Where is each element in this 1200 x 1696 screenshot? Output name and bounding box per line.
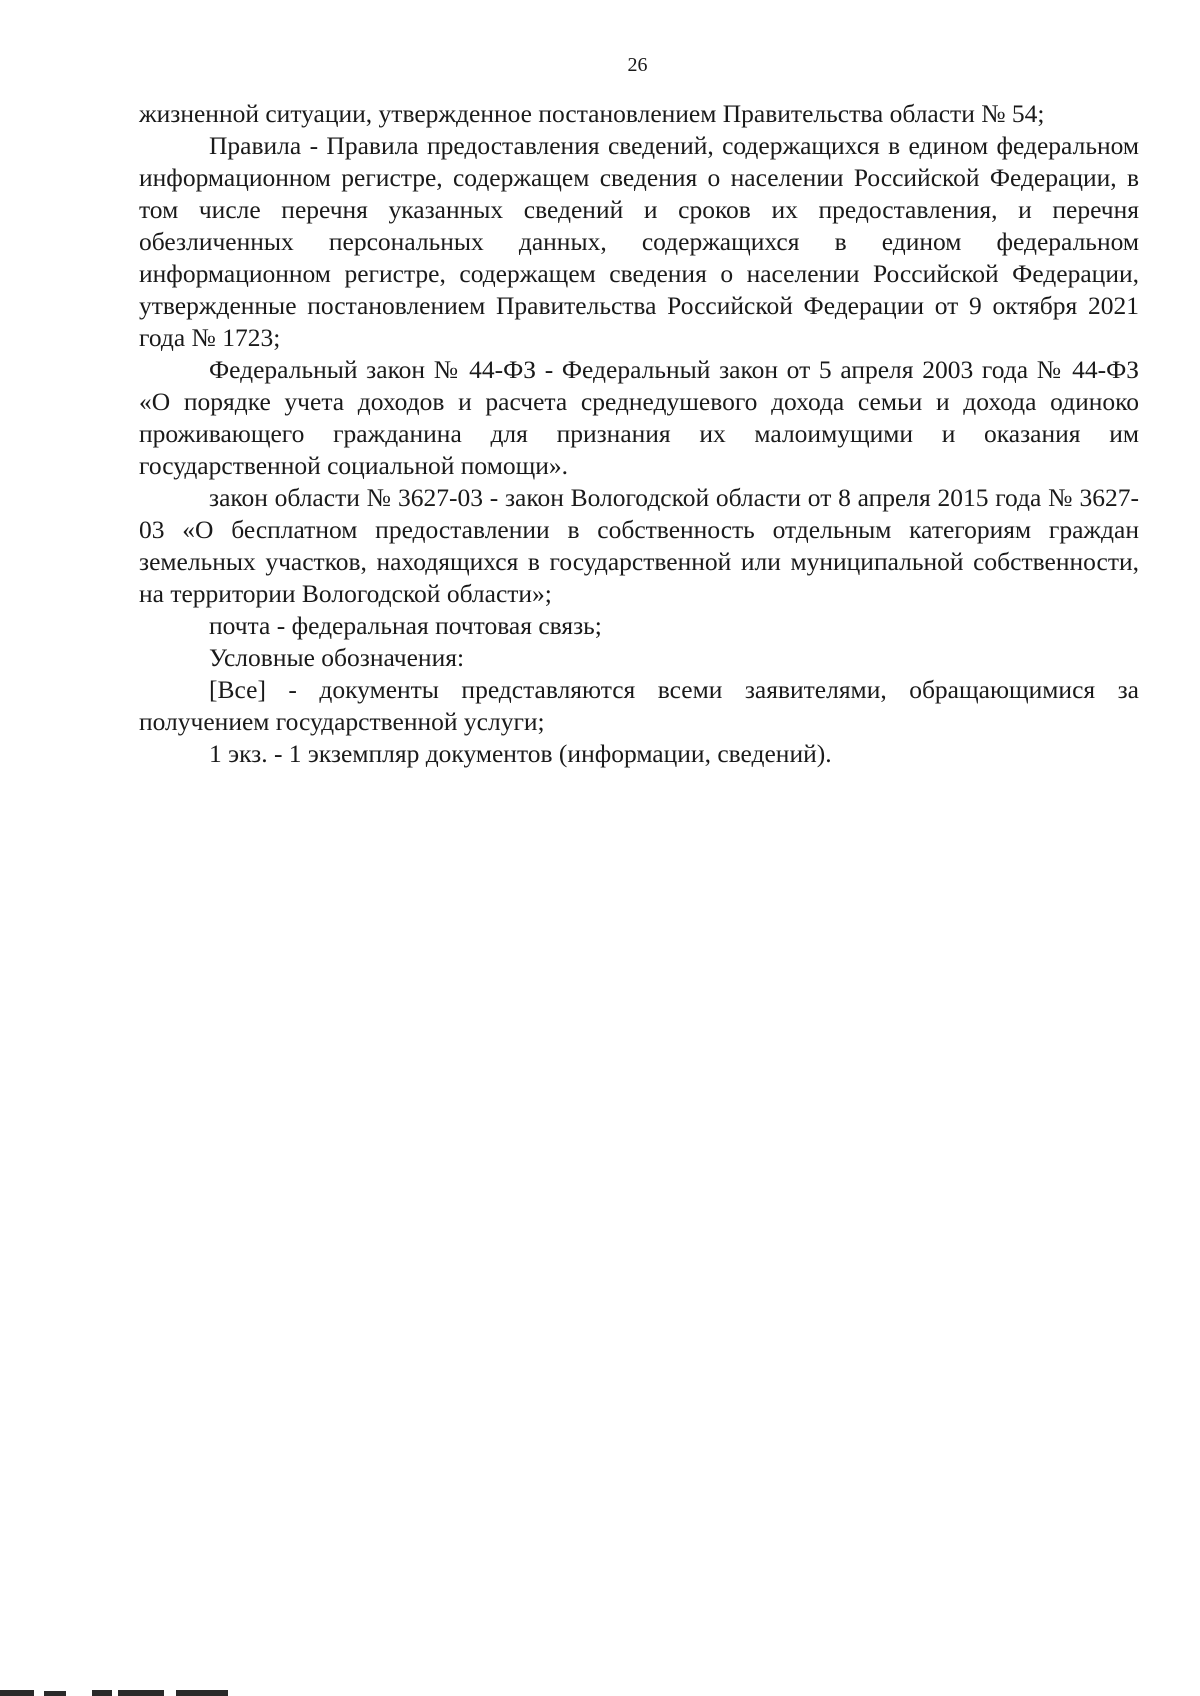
paragraph-continuation: жизненной ситуации, утвержденное постановлением Правительства области № 54; (139, 99, 1045, 128)
paragraph-federal-law-definition: Федеральный закон № 44-ФЗ - Федеральный закон от 5 апреля 2003 года № 44-ФЗ «О порядке учета доходов и расчета среднедушевого дохода семьи и дохода одиноко проживающего гражданина для признания их малоимущими и оказания им государственной социальной помощи». (139, 355, 1139, 480)
paragraph-rules-definition: Правила - Правила предоставления сведений, содержащихся в едином федеральном информационном регистре, содержащем сведения о населении Российской Федерации, в том числе перечня указанных сведений и сроков их предоставления, и перечня обезличенных персональных данных, содержащихся в едином федеральном информационном регистре, содержащем сведения о населении Российской Федерации, утвержденные постановлением Правительства Российской Федерации от 9 октября 2021 года № 1723; (139, 131, 1139, 352)
paragraph-regional-law-definition: закон области № 3627-03 - закон Вологодской области от 8 апреля 2015 года № 3627-03 «О бесплатном предоставлении в собственность отдельным категориям граждан земельных участков, находящихся в государственной или муниципальной собственности, на территории Вологодской области»; (139, 483, 1139, 608)
paragraph-post-definition: почта - федеральная почтовая связь; (209, 611, 602, 640)
page-number: 26 (627, 54, 648, 76)
paragraph-legend-copy: 1 экз. - 1 экземпляр документов (информации, сведений). (209, 739, 832, 768)
paragraph-legend-heading: Условные обозначения: (209, 643, 465, 672)
paragraph-legend-all: [Все] - документы представляются всеми заявителями, обращающимися за получением государственной услуги; (139, 675, 1139, 736)
document-body (139, 98, 1139, 770)
scan-edge-marks (0, 1682, 240, 1696)
